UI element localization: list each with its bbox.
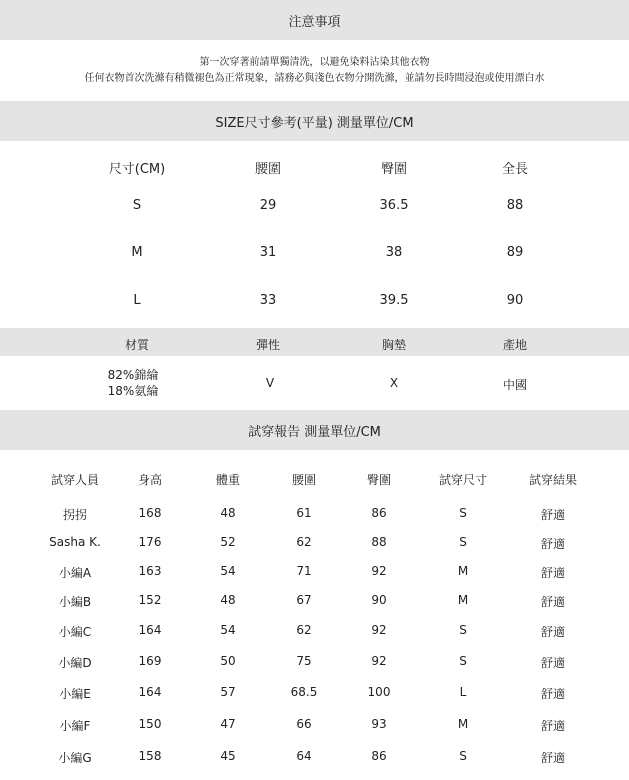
try-report-cell: 57 <box>220 685 236 699</box>
try-report-cell: 舒適 <box>540 625 566 639</box>
try-report-cell: 45 <box>220 749 236 763</box>
try-report-cell: 小編G <box>58 751 92 765</box>
size-header-size: 尺寸(CM) <box>108 162 166 177</box>
try-report-cell: 163 <box>138 564 162 578</box>
try-report-cell: 169 <box>138 654 162 668</box>
try-report-cell: M <box>457 593 469 607</box>
try-report-cell: 61 <box>296 506 312 520</box>
try-report-header-cell: 腰圍 <box>291 473 317 487</box>
try-report-cell: 拐拐 <box>62 508 88 522</box>
try-report-cell: 62 <box>296 535 312 549</box>
try-report-cell: 舒適 <box>540 566 566 580</box>
try-report-cell: 164 <box>138 623 162 637</box>
try-report-cell: 176 <box>138 535 162 549</box>
try-report-cell: 92 <box>371 564 387 578</box>
try-report-cell: S <box>459 535 467 549</box>
material-header-fabric: 材質 <box>124 338 150 352</box>
try-report-cell: M <box>457 564 469 578</box>
try-report-cell: S <box>459 623 467 637</box>
try-report-header-cell: 體重 <box>215 473 241 487</box>
notice-line: 任何衣物首次洗滌有稍微褪色為正常現象，請務必與淺色衣物分開洗滌，並請勿長時間浸泡或使用漂白水 <box>84 73 545 84</box>
try-report-cell: S <box>459 654 467 668</box>
try-report-cell: 88 <box>371 535 387 549</box>
material-chest-pad-value: X <box>389 376 399 390</box>
try-report-header-cell: 身高 <box>137 473 163 487</box>
size-cell: 90 <box>506 293 524 308</box>
try-report-cell: 92 <box>371 623 387 637</box>
try-report-cell: 52 <box>220 535 236 549</box>
material-composition <box>108 367 159 399</box>
try-report-cell: 小編D <box>58 656 92 670</box>
try-report-cell: 48 <box>220 506 236 520</box>
try-report-cell: 50 <box>220 654 236 668</box>
size-cell: 88 <box>506 198 524 213</box>
try-report-header-cell: 試穿結果 <box>528 473 578 487</box>
size-cell: M <box>131 245 143 260</box>
try-report-cell: 66 <box>296 717 312 731</box>
try-report-cell: 67 <box>296 593 312 607</box>
try-report-header <box>0 410 629 450</box>
try-report-cell: 舒適 <box>540 656 566 670</box>
try-report-cell: 150 <box>138 717 162 731</box>
try-report-cell: 小編B <box>58 595 92 609</box>
material-header-elasticity: 彈性 <box>255 338 281 352</box>
try-report-cell: L <box>459 685 467 699</box>
try-report-cell: S <box>459 749 467 763</box>
try-report-cell: 舒適 <box>540 751 566 765</box>
try-report-cell: M <box>457 717 469 731</box>
size-cell: 39.5 <box>379 293 409 308</box>
try-report-cell: 75 <box>296 654 312 668</box>
material-elasticity-value: V <box>265 376 275 390</box>
try-report-cell: Sasha K. <box>49 535 101 549</box>
try-report-cell: 小編F <box>59 719 91 733</box>
try-report-cell: 100 <box>367 685 391 699</box>
size-cell: S <box>132 198 142 213</box>
try-report-cell: 舒適 <box>540 687 566 701</box>
size-cell: 38 <box>385 245 403 260</box>
try-report-cell: 小編A <box>58 566 92 580</box>
try-report-header-cell: 試穿人員 <box>50 473 100 487</box>
size-cell: L <box>133 293 141 308</box>
try-report-cell: 164 <box>138 685 162 699</box>
notice-title: 注意事項 <box>288 14 341 30</box>
try-report-cell: 90 <box>371 593 387 607</box>
try-report-cell: 48 <box>220 593 236 607</box>
try-report-cell: 舒適 <box>540 508 566 522</box>
notice-header <box>0 0 629 40</box>
size-chart-header <box>0 101 629 141</box>
size-header-length: 全長 <box>501 162 529 177</box>
material-header-band <box>0 328 629 356</box>
try-report-cell: 舒適 <box>540 595 566 609</box>
try-report-header-cell: 試穿尺寸 <box>438 473 488 487</box>
try-report-cell: 86 <box>371 749 387 763</box>
notice-line: 第一次穿著前請單獨清洗，以避免染料沾染其他衣物 <box>199 57 430 68</box>
try-report-cell: 62 <box>296 623 312 637</box>
try-report-cell: 93 <box>371 717 387 731</box>
try-report-cell: 47 <box>220 717 236 731</box>
try-report-cell: 64 <box>296 749 312 763</box>
size-cell: 31 <box>259 245 277 260</box>
try-report-cell: 92 <box>371 654 387 668</box>
try-report-cell: 小編E <box>59 687 91 701</box>
size-cell: 29 <box>259 198 277 213</box>
material-header-origin: 產地 <box>502 338 528 352</box>
try-report-title: 試穿報告 測量單位/CM <box>248 424 381 440</box>
try-report-cell: 舒適 <box>540 537 566 551</box>
size-header-waist: 腰圍 <box>254 162 282 177</box>
size-cell: 89 <box>506 245 524 260</box>
size-chart-title: SIZE尺寸參考(平量) 測量單位/CM <box>215 115 414 131</box>
try-report-cell: 54 <box>220 623 236 637</box>
try-report-cell: 小編C <box>58 625 92 639</box>
try-report-cell: 158 <box>138 749 162 763</box>
try-report-cell: S <box>459 506 467 520</box>
try-report-cell: 168 <box>138 506 162 520</box>
material-origin-value: 中國 <box>502 378 528 392</box>
size-cell: 36.5 <box>379 198 409 213</box>
material-header-chest-pad: 胸墊 <box>381 338 407 352</box>
try-report-header-cell: 臀圍 <box>366 473 392 487</box>
size-cell: 33 <box>259 293 277 308</box>
try-report-cell: 54 <box>220 564 236 578</box>
try-report-cell: 68.5 <box>290 685 318 699</box>
size-header-hip: 臀圍 <box>380 162 408 177</box>
try-report-cell: 86 <box>371 506 387 520</box>
try-report-cell: 71 <box>296 564 312 578</box>
try-report-cell: 舒適 <box>540 719 566 733</box>
composition-line: 18%氨綸 <box>107 384 159 398</box>
composition-line: 82%錦綸 <box>107 368 159 382</box>
try-report-cell: 152 <box>138 593 162 607</box>
